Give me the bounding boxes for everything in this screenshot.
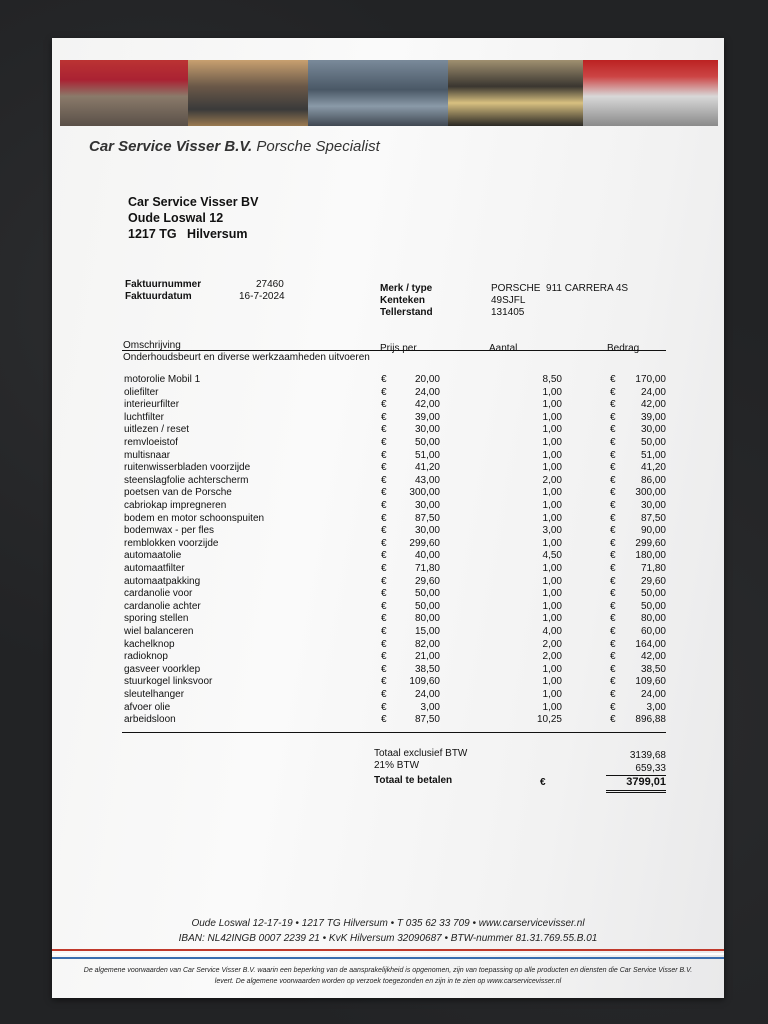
amount-currency: € bbox=[610, 638, 616, 650]
amount-currency: € bbox=[610, 512, 616, 524]
table-row bbox=[122, 462, 666, 475]
table-row bbox=[122, 450, 666, 463]
amount-currency: € bbox=[610, 424, 616, 436]
address-line-2: Oude Loswal 12 bbox=[128, 211, 224, 225]
item-description: bodem en motor schoonspuiten bbox=[124, 512, 265, 524]
item-quantity: 1,00 bbox=[542, 424, 562, 436]
table-row bbox=[122, 538, 666, 551]
price-currency: € bbox=[381, 676, 387, 688]
price-currency: € bbox=[381, 651, 387, 663]
amount-currency: € bbox=[610, 575, 616, 587]
item-quantity: 1,00 bbox=[542, 575, 562, 587]
item-unit-price: 29,60 bbox=[414, 575, 440, 587]
item-unit-price: 24,00 bbox=[414, 689, 440, 700]
item-unit-price: 71,80 bbox=[414, 563, 440, 574]
item-amount: 51,00 bbox=[640, 449, 666, 461]
header-banner-image bbox=[60, 60, 718, 126]
item-amount: 164,00 bbox=[635, 638, 666, 650]
amount-currency: € bbox=[610, 462, 616, 474]
amount-currency: € bbox=[610, 626, 616, 637]
item-amount: 170,00 bbox=[635, 374, 666, 385]
amount-currency: € bbox=[610, 613, 616, 625]
price-currency: € bbox=[381, 714, 387, 726]
item-unit-price: 87,50 bbox=[414, 512, 440, 524]
odometer-value: 131405 bbox=[491, 307, 525, 318]
total-excl-label: Totaal exclusief BTW bbox=[374, 748, 468, 759]
brand-value: PORSCHE 911 CARRERA 4S bbox=[491, 283, 629, 294]
col-description-header: Omschrijving bbox=[123, 340, 181, 351]
price-currency: € bbox=[381, 474, 387, 486]
amount-currency: € bbox=[610, 399, 616, 411]
address-line-1: Car Service Visser BV bbox=[128, 195, 259, 209]
company-title bbox=[89, 138, 380, 155]
price-currency: € bbox=[381, 701, 387, 713]
item-amount: 38,50 bbox=[640, 663, 666, 675]
total-currency: € bbox=[540, 777, 546, 788]
footer-terms: De algemene voorwaarden van Car Service Visser B.V. waarin een beperking van de aansprakelijkheid is opgenomen, zijn van toepassing op alle producten en diensten die Car Service Visser B.V. levert. De algemene voorwaarden worden op verzoek toegezonden en zijn in te zien op www.carservicevisser.nl bbox=[83, 967, 693, 985]
table-row bbox=[122, 550, 666, 563]
item-description: luchtfilter bbox=[124, 411, 165, 423]
amount-currency: € bbox=[610, 714, 616, 726]
table-row bbox=[122, 714, 666, 727]
footer-stripes bbox=[52, 949, 724, 961]
item-description: kachelknop bbox=[124, 638, 175, 650]
item-quantity: 1,00 bbox=[542, 512, 562, 524]
price-currency: € bbox=[381, 663, 387, 675]
item-description: gasveer voorklep bbox=[124, 663, 201, 675]
stripe-red bbox=[52, 949, 724, 951]
item-quantity: 1,00 bbox=[542, 437, 562, 448]
item-unit-price: 43,00 bbox=[414, 474, 440, 486]
item-amount: 42,00 bbox=[640, 399, 666, 411]
item-quantity: 1,00 bbox=[542, 500, 562, 511]
table-row bbox=[122, 374, 666, 387]
item-amount: 896,88 bbox=[635, 714, 666, 726]
item-unit-price: 42,00 bbox=[414, 399, 440, 411]
table-bottom-rule bbox=[122, 732, 666, 733]
price-currency: € bbox=[381, 424, 387, 436]
item-unit-price: 50,00 bbox=[414, 600, 440, 612]
price-currency: € bbox=[381, 449, 387, 461]
item-quantity: 1,00 bbox=[542, 701, 562, 713]
table-row bbox=[122, 651, 666, 664]
item-description: radioknop bbox=[124, 651, 168, 663]
item-description: afvoer olie bbox=[124, 701, 171, 713]
item-unit-price: 41,20 bbox=[414, 462, 440, 474]
price-currency: € bbox=[381, 525, 387, 537]
table-row bbox=[122, 424, 666, 437]
table-row bbox=[122, 576, 666, 589]
item-unit-price: 30,00 bbox=[414, 525, 440, 537]
item-description: poetsen van de Porsche bbox=[124, 487, 232, 499]
amount-currency: € bbox=[610, 411, 616, 423]
item-quantity: 1,00 bbox=[542, 588, 562, 600]
address-line-3: 1217 TG Hilversum bbox=[128, 227, 248, 241]
price-currency: € bbox=[381, 626, 387, 637]
item-amount: 300,00 bbox=[635, 487, 666, 499]
item-unit-price: 50,00 bbox=[414, 437, 440, 448]
item-unit-price: 80,00 bbox=[414, 613, 440, 625]
amount-currency: € bbox=[610, 386, 616, 398]
table-row bbox=[122, 475, 666, 488]
item-quantity: 10,25 bbox=[536, 714, 562, 726]
item-quantity: 1,00 bbox=[542, 689, 562, 700]
stripe-blue bbox=[52, 957, 724, 959]
company-specialty: Porsche Specialist bbox=[256, 138, 380, 155]
item-quantity: 1,00 bbox=[542, 462, 562, 474]
item-amount: 30,00 bbox=[640, 500, 666, 511]
item-quantity: 1,00 bbox=[542, 386, 562, 398]
item-quantity: 2,00 bbox=[542, 651, 562, 663]
table-row bbox=[122, 689, 666, 702]
amount-currency: € bbox=[610, 689, 616, 700]
item-unit-price: 300,00 bbox=[409, 487, 440, 499]
total-double-rule-2 bbox=[606, 792, 666, 793]
amount-currency: € bbox=[610, 588, 616, 600]
plate-value: 49SJFL bbox=[491, 295, 526, 306]
item-description: sleutelhanger bbox=[124, 689, 185, 700]
item-amount: 90,00 bbox=[640, 525, 666, 537]
item-unit-price: 40,00 bbox=[414, 550, 440, 562]
item-description: stuurkogel linksvoor bbox=[124, 676, 213, 688]
amount-currency: € bbox=[610, 474, 616, 486]
item-unit-price: 39,00 bbox=[414, 411, 440, 423]
col-amount-header: Bedrag bbox=[607, 343, 640, 354]
price-currency: € bbox=[381, 374, 387, 385]
price-currency: € bbox=[381, 512, 387, 524]
brand-label: Merk / type bbox=[380, 283, 433, 294]
item-amount: 29,60 bbox=[640, 575, 666, 587]
item-description: automaatolie bbox=[124, 550, 182, 562]
item-amount: 109,60 bbox=[635, 676, 666, 688]
table-row bbox=[122, 676, 666, 689]
item-quantity: 2,00 bbox=[542, 474, 562, 486]
item-unit-price: 24,00 bbox=[414, 386, 440, 398]
item-unit-price: 38,50 bbox=[414, 663, 440, 675]
amount-currency: € bbox=[610, 550, 616, 562]
invoice-number-label: Faktuurnummer bbox=[125, 279, 202, 290]
item-quantity: 4,00 bbox=[542, 626, 562, 637]
invoice-date: 16-7-2024 bbox=[239, 291, 285, 302]
footer-bank-details: IBAN: NL42INGB 0007 2239 21 • KvK Hilversum 32090687 • BTW-nummer 81.31.769.55.B.01 bbox=[178, 933, 598, 944]
item-amount: 24,00 bbox=[640, 386, 666, 398]
item-quantity: 1,00 bbox=[542, 600, 562, 612]
item-unit-price: 30,00 bbox=[414, 424, 440, 436]
table-row bbox=[122, 437, 666, 450]
total-due-value: 3799,01 bbox=[626, 776, 666, 788]
plate-label: Kenteken bbox=[380, 295, 426, 306]
table-row bbox=[122, 500, 666, 513]
item-description: arbeidsloon bbox=[124, 714, 176, 726]
item-description: multisnaar bbox=[124, 449, 171, 461]
price-currency: € bbox=[381, 437, 387, 448]
table-row bbox=[122, 613, 666, 626]
item-description: cabriokap impregneren bbox=[124, 500, 227, 511]
invoice-page bbox=[52, 38, 724, 998]
item-amount: 42,00 bbox=[640, 651, 666, 663]
item-quantity: 1,00 bbox=[542, 411, 562, 423]
vat-label: 21% BTW bbox=[374, 760, 420, 771]
price-currency: € bbox=[381, 411, 387, 423]
amount-currency: € bbox=[610, 563, 616, 574]
item-unit-price: 20,00 bbox=[414, 374, 440, 385]
price-currency: € bbox=[381, 575, 387, 587]
item-quantity: 3,00 bbox=[542, 525, 562, 537]
item-amount: 41,20 bbox=[640, 462, 666, 474]
item-quantity: 1,00 bbox=[542, 487, 562, 499]
price-currency: € bbox=[381, 500, 387, 511]
table-row bbox=[122, 702, 666, 715]
price-currency: € bbox=[381, 487, 387, 499]
item-unit-price: 21,00 bbox=[414, 651, 440, 663]
amount-currency: € bbox=[610, 537, 616, 549]
price-currency: € bbox=[381, 550, 387, 562]
item-description: bodemwax - per fles bbox=[124, 525, 215, 537]
item-unit-price: 299,60 bbox=[409, 537, 440, 549]
table-row bbox=[122, 525, 666, 538]
amount-currency: € bbox=[610, 449, 616, 461]
item-unit-price: 50,00 bbox=[414, 588, 440, 600]
table-row bbox=[122, 387, 666, 400]
item-amount: 87,50 bbox=[640, 512, 666, 524]
table-row bbox=[122, 487, 666, 500]
price-currency: € bbox=[381, 689, 387, 700]
item-description: remvloeistof bbox=[124, 437, 178, 448]
item-amount: 50,00 bbox=[640, 600, 666, 612]
amount-currency: € bbox=[610, 651, 616, 663]
amount-currency: € bbox=[610, 437, 616, 448]
item-unit-price: 82,00 bbox=[414, 638, 440, 650]
amount-currency: € bbox=[610, 600, 616, 612]
item-amount: 86,00 bbox=[640, 474, 666, 486]
item-description: oliefilter bbox=[124, 386, 159, 398]
total-double-rule-1 bbox=[606, 790, 666, 791]
item-amount: 30,00 bbox=[640, 424, 666, 436]
header-rule bbox=[122, 350, 666, 351]
item-amount: 3,00 bbox=[646, 701, 666, 713]
table-row bbox=[122, 664, 666, 677]
amount-currency: € bbox=[610, 701, 616, 713]
item-quantity: 1,00 bbox=[542, 449, 562, 461]
item-unit-price: 87,50 bbox=[414, 714, 440, 726]
item-quantity: 1,00 bbox=[542, 676, 562, 688]
company-name: Car Service Visser B.V. bbox=[89, 138, 253, 155]
item-quantity: 1,00 bbox=[542, 399, 562, 411]
item-amount: 50,00 bbox=[640, 437, 666, 448]
item-description: motorolie Mobil 1 bbox=[124, 374, 201, 385]
table-row bbox=[122, 588, 666, 601]
item-amount: 299,60 bbox=[635, 537, 666, 549]
item-description: automaatpakking bbox=[124, 575, 201, 587]
price-currency: € bbox=[381, 462, 387, 474]
col-qty-header: Aantal bbox=[489, 343, 518, 354]
item-amount: 60,00 bbox=[640, 626, 666, 637]
item-description: remblokken voorzijde bbox=[124, 537, 219, 549]
table-row bbox=[122, 626, 666, 639]
item-amount: 50,00 bbox=[640, 588, 666, 600]
price-currency: € bbox=[381, 563, 387, 574]
customer-address bbox=[128, 194, 258, 242]
price-currency: € bbox=[381, 399, 387, 411]
odometer-label: Tellerstand bbox=[380, 307, 433, 318]
item-description: automaatfilter bbox=[124, 563, 185, 574]
table-row bbox=[122, 412, 666, 425]
table-row bbox=[122, 639, 666, 652]
item-description: wiel balanceren bbox=[124, 626, 194, 637]
col-price-header: Prijs per bbox=[380, 343, 417, 354]
item-quantity: 4,50 bbox=[542, 550, 562, 562]
table-row bbox=[122, 399, 666, 412]
total-excl-value: 3139,68 bbox=[629, 750, 666, 761]
item-description: uitlezen / reset bbox=[124, 424, 190, 436]
item-quantity: 1,00 bbox=[542, 663, 562, 675]
item-description: steenslagfolie achterscherm bbox=[124, 474, 249, 486]
item-unit-price: 109,60 bbox=[409, 676, 440, 688]
price-currency: € bbox=[381, 588, 387, 600]
item-description: cardanolie achter bbox=[124, 600, 201, 612]
price-currency: € bbox=[381, 600, 387, 612]
item-quantity: 1,00 bbox=[542, 537, 562, 549]
amount-currency: € bbox=[610, 374, 616, 385]
item-description: ruitenwisserbladen voorzijde bbox=[124, 462, 251, 474]
item-quantity: 1,00 bbox=[542, 563, 562, 574]
amount-currency: € bbox=[610, 487, 616, 499]
item-amount: 71,80 bbox=[640, 563, 666, 574]
amount-currency: € bbox=[610, 676, 616, 688]
item-amount: 39,00 bbox=[640, 411, 666, 423]
table-row bbox=[122, 513, 666, 526]
table-subtitle: Onderhoudsbeurt en diverse werkzaamheden uitvoeren bbox=[123, 352, 370, 363]
invoice-number: 27460 bbox=[256, 279, 284, 290]
item-unit-price: 15,00 bbox=[414, 626, 440, 637]
item-quantity: 2,00 bbox=[542, 638, 562, 650]
total-due-label: Totaal te betalen bbox=[374, 775, 453, 786]
item-unit-price: 51,00 bbox=[414, 449, 440, 461]
table-row bbox=[122, 601, 666, 614]
item-description: interieurfilter bbox=[124, 399, 180, 411]
amount-currency: € bbox=[610, 500, 616, 511]
price-currency: € bbox=[381, 537, 387, 549]
item-unit-price: 30,00 bbox=[414, 500, 440, 511]
item-description: cardanolie voor bbox=[124, 588, 193, 600]
amount-currency: € bbox=[610, 525, 616, 537]
stripe-white bbox=[52, 953, 724, 955]
invoice-date-label: Faktuurdatum bbox=[125, 291, 192, 302]
item-unit-price: 3,00 bbox=[420, 701, 440, 713]
item-amount: 80,00 bbox=[640, 613, 666, 625]
price-currency: € bbox=[381, 638, 387, 650]
price-currency: € bbox=[381, 386, 387, 398]
item-quantity: 1,00 bbox=[542, 613, 562, 625]
vat-value: 659,33 bbox=[635, 763, 666, 774]
footer-address: Oude Loswal 12-17-19 • 1217 TG Hilversum • T 035 62 33 709 • www.carservicevisser.nl bbox=[191, 918, 585, 929]
table-row bbox=[122, 563, 666, 576]
item-amount: 180,00 bbox=[635, 550, 666, 562]
item-amount: 24,00 bbox=[640, 689, 666, 700]
price-currency: € bbox=[381, 613, 387, 625]
amount-currency: € bbox=[610, 663, 616, 675]
item-description: sporing stellen bbox=[124, 613, 189, 625]
item-quantity: 8,50 bbox=[542, 374, 562, 385]
